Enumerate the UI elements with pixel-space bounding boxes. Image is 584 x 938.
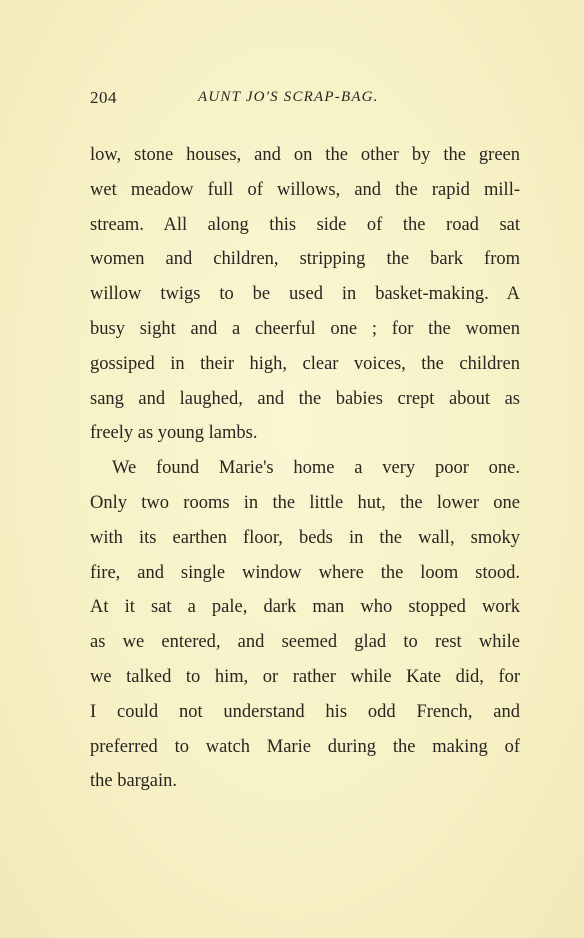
text-line: we talked to him, or rather while Kate did, for: [90, 666, 520, 687]
text-line: Only two rooms in the little hut, the lower one: [90, 492, 520, 513]
text-line: busy sight and a cheerful one ; for the women: [90, 318, 520, 339]
text-line: stream. All along this side of the road sat: [90, 214, 520, 235]
text-line: fire, and single window where the loom stood.: [90, 562, 520, 583]
text-line: We found Marie's home a very poor one.: [112, 458, 520, 479]
text-line: I could not understand his odd French, and: [90, 701, 520, 722]
text-line: At it sat a pale, dark man who stopped work: [90, 597, 520, 618]
text-line: low, stone houses, and on the other by the green: [90, 145, 520, 165]
text-line: preferred to watch Marie during the making of: [90, 736, 520, 757]
text-line: the bargain.: [90, 771, 177, 792]
text-line: freely as young lambs.: [90, 423, 258, 444]
page-number: 204: [90, 88, 117, 107]
text-line: gossiped in their high, clear voices, the children: [90, 353, 520, 374]
body-text: [90, 138, 520, 799]
text-line: willow twigs to be used in basket-making. A: [90, 284, 520, 305]
running-title: AUNT JO'S SCRAP-BAG.: [198, 89, 379, 105]
text-line: wet meadow full of willows, and the rapid mill-: [90, 179, 520, 200]
text-line: with its earthen floor, beds in the wall, smoky: [90, 527, 520, 548]
text-line: as we entered, and seemed glad to rest while: [90, 632, 520, 653]
text-line: women and children, stripping the bark from: [90, 249, 520, 270]
text-line: sang and laughed, and the babies crept about as: [90, 388, 520, 409]
running-head: [90, 88, 520, 112]
